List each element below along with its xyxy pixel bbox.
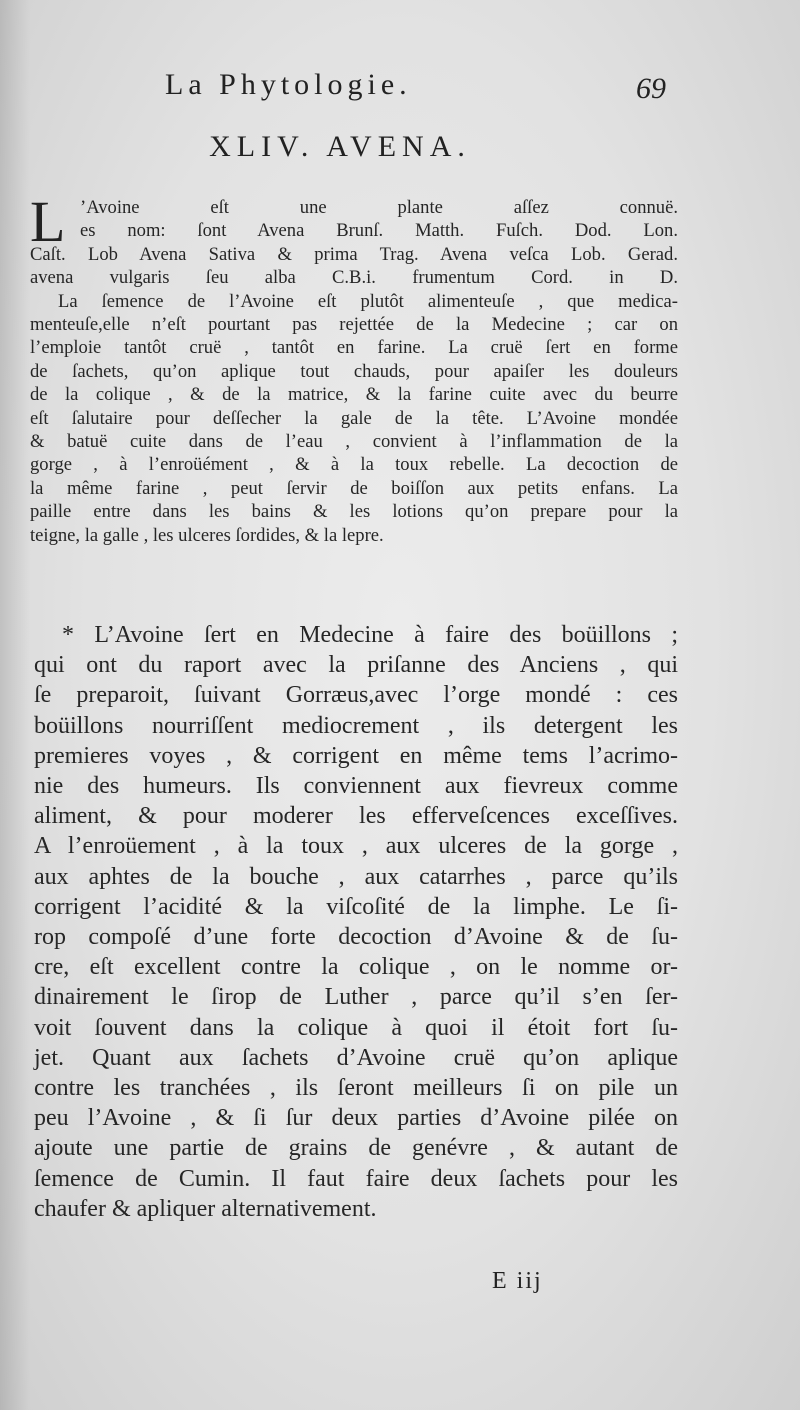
text-line: ajoute une partie de grains de genévre , & autant de xyxy=(34,1135,678,1162)
text-line: de ſachets, qu’on aplique tout chauds, pour apaiſer les douleurs xyxy=(30,360,678,382)
text-line: eſt ſalutaire pour deſſecher la gale de la tête. L’Avoine mondée xyxy=(30,407,678,429)
text-line: la même farine , peut ſervir de boiſſon aux petits enfans. La xyxy=(30,477,678,499)
text-line: A l’enroüement , à la toux , aux ulceres de la gorge , xyxy=(34,833,678,860)
text-line: & batuë cuite dans de l’eau , convient à l’inflammation de la xyxy=(30,431,678,453)
page-number: 69 xyxy=(636,72,666,105)
paragraph-section-1 xyxy=(30,189,678,547)
text-line: es nom: ſont Avena Brunſ. Matth. Fuſch. Dod. Lon. xyxy=(80,220,678,242)
text-line: ſe preparoit, ſuivant Gorræus,avec l’orge mondé : ces xyxy=(34,682,678,709)
text-line: cre, eſt excellent contre la colique , on le nomme or- xyxy=(34,954,678,981)
text-line: * L’Avoine ſert en Medecine à faire des boüillons ; xyxy=(62,622,678,648)
chapter-title: XLIV. AVENA. xyxy=(209,130,471,163)
text-line: contre les tranchées , ils ſeront meilleurs ſi on pile un xyxy=(34,1075,678,1102)
text-line: gorge , à l’enroüément , & à la toux rebelle. La decoction de xyxy=(30,454,678,476)
paragraph-section-2 xyxy=(34,620,678,1224)
text-line: teigne, la galle , les ulceres ſordides, & la lepre. xyxy=(30,524,384,546)
running-head: La Phytologie. xyxy=(165,68,412,101)
text-line: menteuſe,elle n’eſt pourtant pas rejettée de la Medecine ; car on xyxy=(30,314,678,336)
signature-mark: E iij xyxy=(492,1268,543,1294)
text-line: avena vulgaris ſeu alba C.B.i. frumentum Cord. in D. xyxy=(30,267,678,289)
text-line: qui ont du raport avec la priſanne des Anciens , qui xyxy=(34,652,678,679)
text-line: ſemence de Cumin. Il faut faire deux ſachets pour les xyxy=(34,1165,678,1192)
text-line: aux aphtes de la bouche , aux catarrhes , parce qu’ils xyxy=(34,863,678,890)
text-line: nie des humeurs. Ils conviennent aux fievreux comme xyxy=(34,773,678,800)
text-line: chaufer & apliquer alternativement. xyxy=(34,1195,377,1222)
text-line: peu l’Avoine , & ſi ſur deux parties d’Avoine pilée on xyxy=(34,1105,678,1132)
text-line: Caſt. Lob Avena Sativa & prima Trag. Avena veſca Lob. Gerad. xyxy=(30,243,678,265)
text-line: rop compoſé d’une forte decoction d’Avoine & de ſu- xyxy=(34,924,678,951)
text-line: corrigent l’acidité & la viſcoſité de la limphe. Le ſi- xyxy=(34,893,678,920)
text-line: boüillons nourriſſent mediocrement , ils detergent les xyxy=(34,712,678,739)
text-line: l’emploie tantôt cruë , tantôt en farine. La cruë ſert en forme xyxy=(30,337,678,359)
text-line: ’Avoine eſt une plante aſſez connuë. xyxy=(80,197,678,218)
text-line: de la colique , & de la matrice, & la farine cuite avec du beurre xyxy=(30,384,678,406)
text-line: premieres voyes , & corrigent en même tems l’acrimo- xyxy=(34,742,678,769)
text-line: voit ſouvent dans la colique à quoi il étoit fort ſu- xyxy=(34,1014,678,1041)
text-line: jet. Quant aux ſachets d’Avoine cruë qu’on aplique xyxy=(34,1044,678,1071)
gutter-shadow xyxy=(0,0,30,1410)
text-line: paille entre dans les bains & les lotions qu’on prepare pour la xyxy=(30,501,678,523)
text-line: dinairement le ſirop de Luther , parce qu’il s’en ſer- xyxy=(34,984,678,1011)
text-line: La ſemence de l’Avoine eſt plutôt alimenteuſe , que medica- xyxy=(58,290,678,312)
drop-cap: L xyxy=(30,189,66,254)
text-line: aliment, & pour moderer les efferveſcences exceſſives. xyxy=(34,803,678,830)
